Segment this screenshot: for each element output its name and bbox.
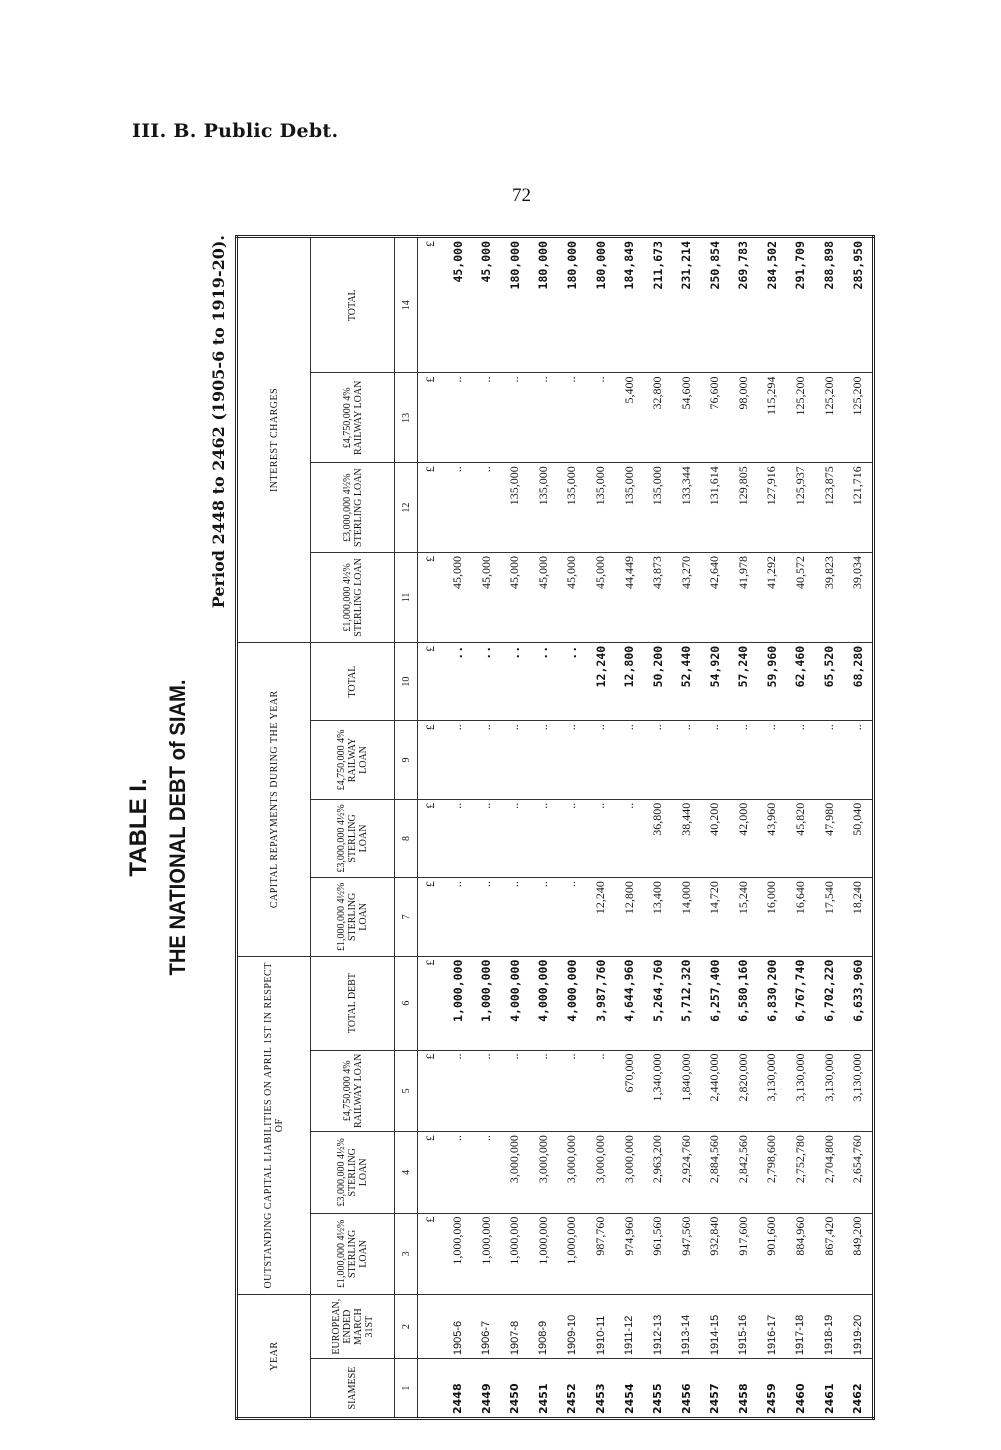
table-cell: .. [529, 373, 558, 463]
table-cell: .. [443, 1132, 472, 1214]
table-cell: 2,884,560 [700, 1132, 729, 1214]
table-cell: 901,600 [758, 1213, 787, 1295]
table-cell: 131,614 [700, 463, 729, 553]
table-cell: 1,340,000 [643, 1050, 672, 1132]
table-cell: 135,000 [558, 463, 587, 553]
table-cell: 180,000 [501, 237, 530, 373]
siamese-year-cell: 2459 [758, 1359, 787, 1419]
table-cell: 135,000 [529, 463, 558, 553]
table-cell: 231,214 [672, 237, 701, 373]
siamese-year-cell: 2453 [586, 1359, 615, 1419]
pound-sign: £ [418, 463, 444, 553]
table-cell: .. [558, 721, 587, 799]
table-cell: 135,000 [586, 463, 615, 553]
table-cell: 40,200 [700, 799, 729, 877]
page-number: 72 [512, 185, 531, 206]
table-cell: 45,000 [443, 553, 472, 643]
siamese-year-cell: 2461 [815, 1359, 844, 1419]
sub-header-row [311, 237, 395, 1419]
table-cell: 5,712,320 [672, 956, 701, 1050]
period-caption: Period 2448 to 2462 (1905-6 to 1919-20). [209, 235, 228, 609]
table-cell: 129,805 [729, 463, 758, 553]
table-cell: .. [501, 1050, 530, 1132]
siamese-year-cell: 2451 [529, 1359, 558, 1419]
column-header: TOTAL [311, 642, 395, 720]
european-year-cell: 1907-8 [501, 1295, 530, 1359]
table-cell: 76,600 [700, 373, 729, 463]
table-cell: 45,000 [472, 553, 501, 643]
table-cell: 3,000,000 [501, 1132, 530, 1214]
table-cell: .. [586, 799, 615, 877]
table-cell: 5,264,760 [643, 956, 672, 1050]
group-header-interest: INTEREST CHARGES [237, 237, 311, 643]
table-cell: 285,950 [843, 237, 873, 373]
rotated-table-page [125, 235, 875, 1420]
table-cell: 135,000 [615, 463, 644, 553]
column-number: 14 [395, 237, 418, 373]
table-row [558, 237, 587, 1419]
group-header-outstanding: OUTSTANDING CAPITAL LIABILITIES ON APRIL 1ST IN RESPECT OF [237, 956, 311, 1295]
pound-sign: £ [418, 237, 444, 373]
column-header: £3,000,000 4½% STERLING LOAN [311, 1132, 395, 1214]
table-cell: .. [443, 463, 472, 553]
table-cell: .. [529, 878, 558, 956]
pound-sign: £ [418, 373, 444, 463]
table-cell: 54,600 [672, 373, 701, 463]
table-cell: .. [501, 799, 530, 877]
table-cell: .. [501, 721, 530, 799]
table-cell: 3,130,000 [843, 1050, 873, 1132]
table-cell: 6,702,220 [815, 956, 844, 1050]
table-cell: .. [758, 721, 787, 799]
table-cell: 16,640 [786, 878, 815, 956]
table-cell: 45,000 [443, 237, 472, 373]
siamese-year-cell: 2450 [501, 1359, 530, 1419]
group-header-year: YEAR [237, 1295, 311, 1419]
column-header: £4,750,000 4% RAILWAY LOAN [311, 721, 395, 799]
table-cell: 2,440,000 [700, 1050, 729, 1132]
table-row [443, 237, 472, 1419]
table-cell: .. [558, 799, 587, 877]
pound-sign: £ [418, 1050, 444, 1132]
european-year-cell: 1914-15 [700, 1295, 729, 1359]
table-cell: 50,200 [643, 642, 672, 720]
european-year-cell: 1908-9 [529, 1295, 558, 1359]
table-cell: 45,000 [586, 553, 615, 643]
table-cell: .. [443, 721, 472, 799]
table-cell: 3,000,000 [558, 1132, 587, 1214]
table-cell: 3,000,000 [529, 1132, 558, 1214]
siamese-year-cell: 2449 [472, 1359, 501, 1419]
table-cell: 180,000 [558, 237, 587, 373]
column-number: 13 [395, 373, 418, 463]
table-cell: 1,000,000 [472, 1213, 501, 1295]
table-cell: .. [472, 463, 501, 553]
table-cell: 12,240 [586, 878, 615, 956]
column-number: 11 [395, 553, 418, 643]
pound-sign: £ [418, 956, 444, 1050]
table-cell: 884,960 [786, 1213, 815, 1295]
table-cell: 32,800 [643, 373, 672, 463]
siamese-year-cell: 2454 [615, 1359, 644, 1419]
european-year-cell: 1916-17 [758, 1295, 787, 1359]
table-cell: .. [786, 721, 815, 799]
table-cell: 125,200 [786, 373, 815, 463]
european-year-cell: 1913-14 [672, 1295, 701, 1359]
siamese-year-cell: 2452 [558, 1359, 587, 1419]
table-cell: .. [615, 799, 644, 877]
table-cell: 250,854 [700, 237, 729, 373]
pound-sign: £ [418, 1213, 444, 1295]
table-cell: 65,520 [815, 642, 844, 720]
column-header: EUROPEAN, ENDED MARCH 31ST [311, 1295, 395, 1359]
table-cell: 2,820,000 [729, 1050, 758, 1132]
table-cell: 17,540 [815, 878, 844, 956]
table-cell: 39,034 [843, 553, 873, 643]
column-number: 6 [395, 956, 418, 1050]
table-cell: 54,920 [700, 642, 729, 720]
table-cell: .. [558, 878, 587, 956]
european-year-cell: 1919-20 [843, 1295, 873, 1359]
column-number: 5 [395, 1050, 418, 1132]
table-cell: .. [472, 642, 501, 720]
table-cell: .. [529, 799, 558, 877]
table-cell: 36,800 [643, 799, 672, 877]
table-cell: 6,767,740 [786, 956, 815, 1050]
table-cell: 1,000,000 [472, 956, 501, 1050]
table-cell: 4,000,000 [529, 956, 558, 1050]
table-cell: 987,760 [586, 1213, 615, 1295]
table-cell: 40,572 [786, 553, 815, 643]
table-cell: 3,000,000 [615, 1132, 644, 1214]
table-cell: 45,000 [558, 553, 587, 643]
table-title: THE NATIONAL DEBT of SIAM. [165, 679, 190, 976]
siamese-year-cell: 2458 [729, 1359, 758, 1419]
table-row [786, 237, 815, 1419]
column-number: 9 [395, 721, 418, 799]
european-year-cell: 1905-6 [443, 1295, 472, 1359]
table-cell: 288,898 [815, 237, 844, 373]
table-cell: 62,460 [786, 642, 815, 720]
siamese-year-cell: 2460 [786, 1359, 815, 1419]
table-cell: 59,960 [758, 642, 787, 720]
table-cell: 180,000 [586, 237, 615, 373]
table-cell: 50,040 [843, 799, 873, 877]
table-row [529, 237, 558, 1419]
column-header: £4,750,000 4% RAILWAY LOAN [311, 1050, 395, 1132]
table-cell: 2,924,760 [672, 1132, 701, 1214]
table-row [643, 237, 672, 1419]
pound-sign: £ [418, 553, 444, 643]
table-cell: 180,000 [529, 237, 558, 373]
table-cell: 47,980 [815, 799, 844, 877]
table-row [815, 237, 844, 1419]
column-number-row [395, 237, 418, 1419]
table-cell: 127,916 [758, 463, 787, 553]
table-cell: 15,240 [729, 878, 758, 956]
table-cell: 6,633,960 [843, 956, 873, 1050]
group-header-repayments: CAPITAL REPAYMENTS DURING THE YEAR [237, 642, 311, 956]
table-cell: 1,000,000 [443, 956, 472, 1050]
european-year-cell: 1909-10 [558, 1295, 587, 1359]
table-row [501, 237, 530, 1419]
table-cell: 3,987,760 [586, 956, 615, 1050]
european-year-cell: 1918-19 [815, 1295, 844, 1359]
column-header: TOTAL [311, 237, 395, 373]
table-cell: .. [729, 721, 758, 799]
table-cell: 1,000,000 [558, 1213, 587, 1295]
column-header: £4,750,000 4% RAILWAY LOAN [311, 373, 395, 463]
table-cell: 867,420 [815, 1213, 844, 1295]
table-cell: 98,000 [729, 373, 758, 463]
column-number: 7 [395, 878, 418, 956]
table-cell: .. [700, 721, 729, 799]
table-cell: 2,752,780 [786, 1132, 815, 1214]
table-cell: .. [472, 1132, 501, 1214]
table-cell: 121,716 [843, 463, 873, 553]
table-cell: 125,200 [843, 373, 873, 463]
table-cell: 961,560 [643, 1213, 672, 1295]
pound-sign: £ [418, 721, 444, 799]
table-cell: 211,673 [643, 237, 672, 373]
european-year-cell: 1915-16 [729, 1295, 758, 1359]
table-cell: 4,000,000 [501, 956, 530, 1050]
column-number: 2 [395, 1295, 418, 1359]
pound-sign: £ [418, 1132, 444, 1214]
table-cell: .. [472, 878, 501, 956]
siamese-year-cell: 2457 [700, 1359, 729, 1419]
table-cell: 2,842,560 [729, 1132, 758, 1214]
column-number: 4 [395, 1132, 418, 1214]
table-cell: .. [586, 373, 615, 463]
national-debt-table [235, 235, 875, 1420]
table-cell: 849,200 [843, 1213, 873, 1295]
table-cell: 670,000 [615, 1050, 644, 1132]
table-row [700, 237, 729, 1419]
table-cell: 125,937 [786, 463, 815, 553]
table-cell: 917,600 [729, 1213, 758, 1295]
table-cell: .. [501, 878, 530, 956]
table-cell: 932,840 [700, 1213, 729, 1295]
table-cell: 6,257,400 [700, 956, 729, 1050]
table-cell: 43,873 [643, 553, 672, 643]
table-row [472, 237, 501, 1419]
section-title: III. B. Public Debt. [132, 120, 339, 142]
table-cell: 16,000 [758, 878, 787, 956]
table-row [615, 237, 644, 1419]
table-cell: .. [472, 1050, 501, 1132]
table-cell: .. [443, 373, 472, 463]
pound-sign-row [418, 237, 444, 1419]
siamese-year-cell: 2455 [643, 1359, 672, 1419]
european-year-cell: 1911-12 [615, 1295, 644, 1359]
table-cell: 45,000 [472, 237, 501, 373]
table-cell: 14,720 [700, 878, 729, 956]
table-cell: 3,130,000 [758, 1050, 787, 1132]
table-cell: .. [529, 642, 558, 720]
table-cell: 45,000 [529, 553, 558, 643]
pound-sign: £ [418, 799, 444, 877]
table-cell: .. [472, 721, 501, 799]
table-cell: 3,130,000 [786, 1050, 815, 1132]
pound-sign: £ [418, 878, 444, 956]
table-row [729, 237, 758, 1419]
table-cell: 14,000 [672, 878, 701, 956]
table-cell: 12,800 [615, 878, 644, 956]
table-cell: .. [558, 642, 587, 720]
table-cell: .. [443, 642, 472, 720]
european-year-cell: 1906-7 [472, 1295, 501, 1359]
european-year-cell: 1912-13 [643, 1295, 672, 1359]
table-cell: 6,580,160 [729, 956, 758, 1050]
table-cell: .. [558, 373, 587, 463]
table-cell: .. [472, 799, 501, 877]
table-cell: 6,830,200 [758, 956, 787, 1050]
table-cell: 12,240 [586, 642, 615, 720]
table-cell: 269,783 [729, 237, 758, 373]
siamese-year-cell: 2456 [672, 1359, 701, 1419]
column-header: £1,000,000 4½% STERLING LOAN [311, 553, 395, 643]
table-cell: 2,704,800 [815, 1132, 844, 1214]
table-cell: 123,875 [815, 463, 844, 553]
column-header: TOTAL DEBT [311, 956, 395, 1050]
group-header-row [237, 237, 311, 1419]
table-cell: .. [501, 373, 530, 463]
column-header: SIAMESE [311, 1359, 395, 1419]
table-cell: 133,344 [672, 463, 701, 553]
table-cell: 974,960 [615, 1213, 644, 1295]
table-cell: 42,640 [700, 553, 729, 643]
table-cell: 45,820 [786, 799, 815, 877]
table-cell: 291,709 [786, 237, 815, 373]
empty-cell [418, 1359, 444, 1419]
table-cell: 2,654,760 [843, 1132, 873, 1214]
table-cell: .. [615, 721, 644, 799]
table-body [418, 237, 874, 1419]
table-cell: 1,000,000 [443, 1213, 472, 1295]
table-cell: 1,000,000 [529, 1213, 558, 1295]
table-cell: 52,440 [672, 642, 701, 720]
table-cell: 4,000,000 [558, 956, 587, 1050]
table-cell: 42,000 [729, 799, 758, 877]
table-cell: 1,000,000 [501, 1213, 530, 1295]
table-row [586, 237, 615, 1419]
table-cell: 57,240 [729, 642, 758, 720]
column-number: 10 [395, 642, 418, 720]
column-number: 8 [395, 799, 418, 877]
column-number: 3 [395, 1213, 418, 1295]
table-cell: 135,000 [643, 463, 672, 553]
table-cell: 13,400 [643, 878, 672, 956]
table-cell: 68,280 [843, 642, 873, 720]
table-row [758, 237, 787, 1419]
table-cell: .. [586, 721, 615, 799]
table-cell: .. [443, 878, 472, 956]
column-header: £1,000,000 4½% STERLING LOAN [311, 878, 395, 956]
table-cell: .. [443, 1050, 472, 1132]
table-cell: 947,560 [672, 1213, 701, 1295]
table-cell: 3,130,000 [815, 1050, 844, 1132]
siamese-year-cell: 2462 [843, 1359, 873, 1419]
siamese-year-cell: 2448 [443, 1359, 472, 1419]
table-cell: .. [529, 1050, 558, 1132]
table-cell: 3,000,000 [586, 1132, 615, 1214]
table-cell: 44,449 [615, 553, 644, 643]
table-cell: 135,000 [501, 463, 530, 553]
table-number: TABLE I. [125, 778, 152, 877]
table-cell: .. [501, 642, 530, 720]
table-row [843, 237, 873, 1419]
table-cell: .. [672, 721, 701, 799]
table-cell: 115,294 [758, 373, 787, 463]
european-year-cell: 1910-11 [586, 1295, 615, 1359]
table-cell: 184,849 [615, 237, 644, 373]
column-number: 12 [395, 463, 418, 553]
table-cell: 38,440 [672, 799, 701, 877]
table-cell: 2,963,200 [643, 1132, 672, 1214]
table-cell: 41,292 [758, 553, 787, 643]
table-row [672, 237, 701, 1419]
column-header: £3,000,000 4½% STERLING LOAN [311, 463, 395, 553]
table-cell: 1,840,000 [672, 1050, 701, 1132]
column-number: 1 [395, 1359, 418, 1419]
table-cell: 43,960 [758, 799, 787, 877]
table-cell: 2,798,600 [758, 1132, 787, 1214]
table-cell: .. [472, 373, 501, 463]
table-cell: .. [843, 721, 873, 799]
table-cell: .. [443, 799, 472, 877]
table-cell: .. [643, 721, 672, 799]
column-header: £3,000,000 4½% STERLING LOAN [311, 799, 395, 877]
empty-cell [418, 1295, 444, 1359]
table-cell: .. [815, 721, 844, 799]
pound-sign: £ [418, 642, 444, 720]
table-cell: 125,200 [815, 373, 844, 463]
table-cell: .. [586, 1050, 615, 1132]
column-header: £1,000,000 4½% STERLING LOAN [311, 1213, 395, 1295]
table-cell: .. [529, 721, 558, 799]
table-cell: 5,400 [615, 373, 644, 463]
european-year-cell: 1917-18 [786, 1295, 815, 1359]
table-cell: .. [558, 1050, 587, 1132]
table-cell: 45,000 [501, 553, 530, 643]
table-cell: 4,644,960 [615, 956, 644, 1050]
table-cell: 284,502 [758, 237, 787, 373]
table-cell: 12,800 [615, 642, 644, 720]
table-cell: 43,270 [672, 553, 701, 643]
table-cell: 41,978 [729, 553, 758, 643]
table-cell: 18,240 [843, 878, 873, 956]
table-cell: 39,823 [815, 553, 844, 643]
